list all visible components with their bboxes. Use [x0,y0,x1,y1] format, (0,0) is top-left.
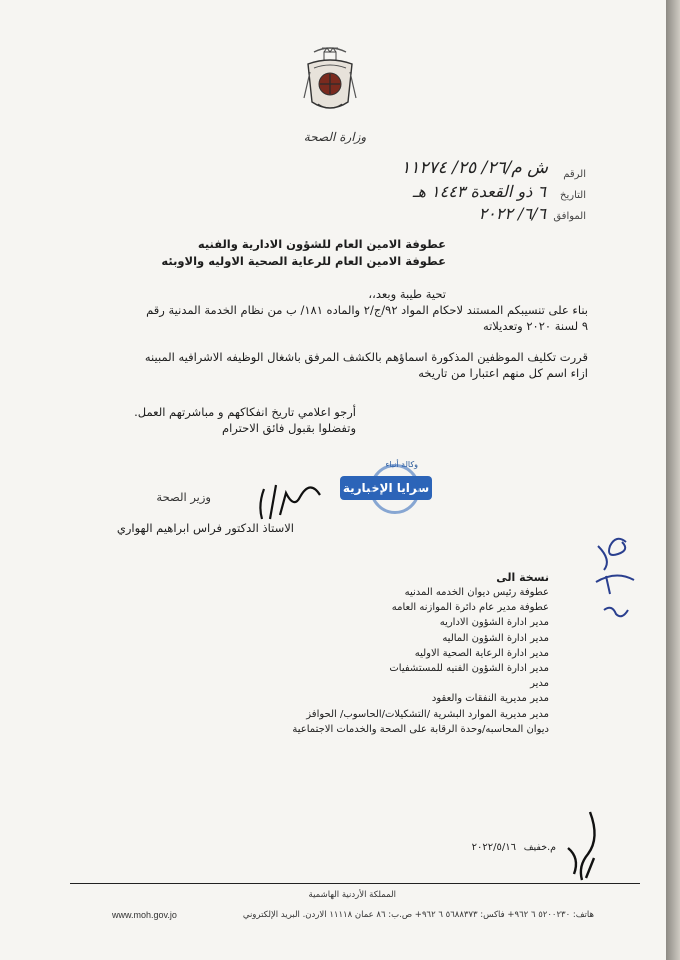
copy-item: مدير مديرية الموارد البشرية /التشكيلات/الحاسوب/ الحوافز [306,708,549,720]
footer-website-link[interactable]: www.moh.gov.jo [112,910,177,920]
margin-annotation-icon [586,530,646,630]
coat-of-arms-emblem [300,42,360,116]
copy-item: مدير [530,678,549,690]
footer-note-date: ٢٠٢٢/٥/١٦ [471,842,516,853]
watermark-top-text: وكالة أنباء [385,460,418,469]
footer-country: المملكة الأردنية الهاشمية [308,890,396,900]
signature-scribble-icon [250,475,330,525]
copy-item: عطوفة مدير عام دائرة الموازنه العامه [391,602,549,614]
ministry-name: وزارة الصحة [303,130,367,144]
request-line: أرجو اعلامي تاريخ انفكاكهم و مباشرتهم العمل. [134,405,356,419]
paper-edge-shadow [666,0,680,960]
copy-item: عطوفة رئيس ديوان الخدمه المدنيه [404,587,549,598]
body-para1-line2: ٩ لسنة ٢٠٢٠ وتعديلاته [482,319,588,333]
ref-label: الرقم [563,169,586,180]
footer-divider [70,883,640,884]
copy-item: مدير مديرية النفقات والعقود [431,693,549,705]
copy-item: مدير ادارة الشؤون الماليه [442,632,549,644]
closing-line: وتفضلوا بقبول فائق الاحترام [221,421,356,435]
body-para1-line1: بناء على تنسيبكم المستند لاحكام المواد ٩٢/ج/٢ والماده ١٨١/ ب من نظام الخدمة المدنية رقم [146,303,588,317]
ref-value: ش م/٢٦/ ٢٥/ ١١٢٧٤ [401,158,548,178]
initials-scribble-icon [560,808,610,888]
date-value: ٦ ذو القعدة ١٤٤٣ هـ [412,182,546,201]
body-para2-line2: ازاء اسم كل منهم اعتبارا من تاريخه [418,366,588,380]
corresponding-label: الموافق [553,211,586,222]
copy-item: مدير ادارة الرعاية الصحية الاوليه [414,647,549,659]
copy-item: مدير ادارة الشؤون الاداريه [439,617,549,629]
footer-contact: هاتف: ٥٢٠٠٢٣٠ ٦ ٩٦٢+ فاكس: ٥٦٨٨٣٧٣ ٦ ٩٦٢+ ص.ب: ٨٦ عمان ١١١١٨ الاردن. البريد الإلكتروني [242,910,594,920]
watermark-ring-icon [370,464,420,514]
copy-item: مدير ادارة الشؤون الفنيه للمستشفيات [389,663,549,675]
signature-name: الاستاذ الدكتور فراس ابراهيم الهواري [116,521,294,535]
watermark-main-text: سرايا الإخبارية [340,476,432,500]
recipient-1: عطوفة الامين العام للشؤون الادارية والفنيه [197,237,446,251]
recipient-2: عطوفة الامين العام للرعاية الصحية الاوليه والاوبئه [161,254,446,268]
date-label: التاريخ [560,190,586,201]
body-para2-line1: قررت تكليف الموظفين المذكورة اسماؤهم بالكشف المرفق باشغال الوظيفه الاشرافيه المبينه [144,350,588,364]
sarayanews-watermark [330,460,428,516]
footer-note-label: م.خفيف [523,842,556,853]
copies-list [292,585,549,737]
greeting: تحية طيبة وبعد،، [368,287,446,301]
corresponding-value: ٦/٦/ ٢٠٢٢ [478,204,546,223]
copy-item: ديوان المحاسبه/وحدة الرقابة على الصحة والخدمات الاجتماعية [292,723,549,735]
signature-title: وزير الصحة [156,490,211,504]
copies-heading: نسخة الى [496,571,549,584]
